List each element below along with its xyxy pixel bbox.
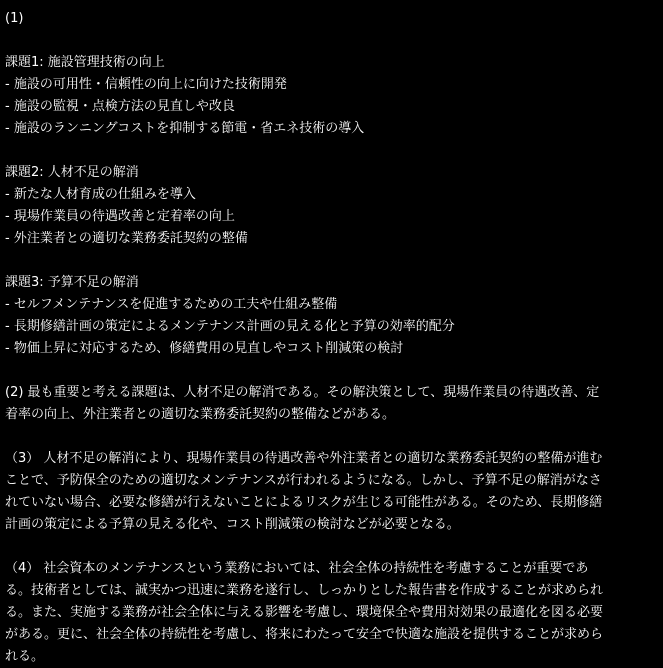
issue-item: - 物価上昇に対応するため、修繕費用の見直しやコスト削減策の検討 — [5, 341, 404, 356]
paragraph-line: る。また、実施する業務が社会全体に与える影響を考慮し、環境保全や費用対効果の最適化を図る必要 — [5, 605, 604, 620]
paragraph-line: れる。 — [5, 649, 45, 664]
spacer — [5, 426, 657, 448]
paragraph-line: れていない場合、必要な修繕が行えないことによるリスクが生じる可能性がある。そのため、長期修繕 — [5, 495, 603, 510]
paragraph-line: 計画の策定による予算の見える化や、コスト削減策の検討などが必要となる。 — [5, 517, 460, 532]
issue-item: - 外注業者との適切な業務委託契約の整備 — [5, 231, 248, 246]
issue-title: 課題3: 予算不足の解消 — [5, 275, 139, 290]
issue-item: - 現場作業員の待遇改善と定着率の向上 — [5, 209, 235, 224]
paragraph-line: がある。更に、社会全体の持続性を考慮し、将来にわたって安全で快適な施設を提供することが求めら — [5, 627, 604, 642]
issue-item: - 新たな人材育成の仕組みを導入 — [5, 187, 196, 202]
issue-title: 課題2: 人材不足の解消 — [5, 165, 139, 180]
issue-item: - 施設のランニングコストを抑制する節電・省エネ技術の導入 — [5, 121, 365, 136]
spacer — [5, 360, 657, 382]
spacer — [5, 536, 657, 558]
paragraph-line: (2) 最も重要と考える課題は、人材不足の解消である。その解決策として、現場作業員の待遇改善、定 — [5, 385, 600, 400]
paragraph-line: ことで、予防保全のための適切なメンテナンスが行われるようになる。しかし、予算不足の解消がなさ — [5, 473, 602, 488]
issue-block-2 — [5, 162, 657, 250]
spacer — [5, 250, 657, 272]
issue-block-3 — [5, 272, 657, 360]
issue-title: 課題1: 施設管理技術の向上 — [5, 55, 165, 70]
part4-paragraph — [5, 558, 657, 668]
spacer — [5, 30, 657, 52]
part1-label: (1) — [5, 11, 24, 26]
issue-item: - 施設の監視・点検方法の見直しや改良 — [5, 99, 235, 114]
spacer — [5, 140, 657, 162]
part3-paragraph — [5, 448, 657, 536]
paragraph-line: （4） 社会資本のメンテナンスという業務においては、社会全体の持続性を考慮することが重要であ — [5, 561, 589, 576]
part2-paragraph — [5, 382, 657, 426]
issue-item: - 施設の可用性・信頼性の向上に向けた技術開発 — [5, 77, 287, 92]
paragraph-line: る。技術者としては、誠実かつ迅速に業務を遂行し、しっかりとした報告書を作成することが求められ — [5, 583, 604, 598]
issue-block-1 — [5, 52, 657, 140]
paragraph-line: （3） 人材不足の解消により、現場作業員の待遇改善や外注業者との適切な業務委託契約の整備が進む — [5, 451, 603, 466]
paragraph-line: 着率の向上、外注業者との適切な業務委託契約の整備などがある。 — [5, 407, 396, 422]
issue-item: - セルフメンテナンスを促進するための工夫や仕組み整備 — [5, 297, 338, 312]
issue-item: - 長期修繕計画の策定によるメンテナンス計画の見える化と予算の効率的配分 — [5, 319, 455, 334]
